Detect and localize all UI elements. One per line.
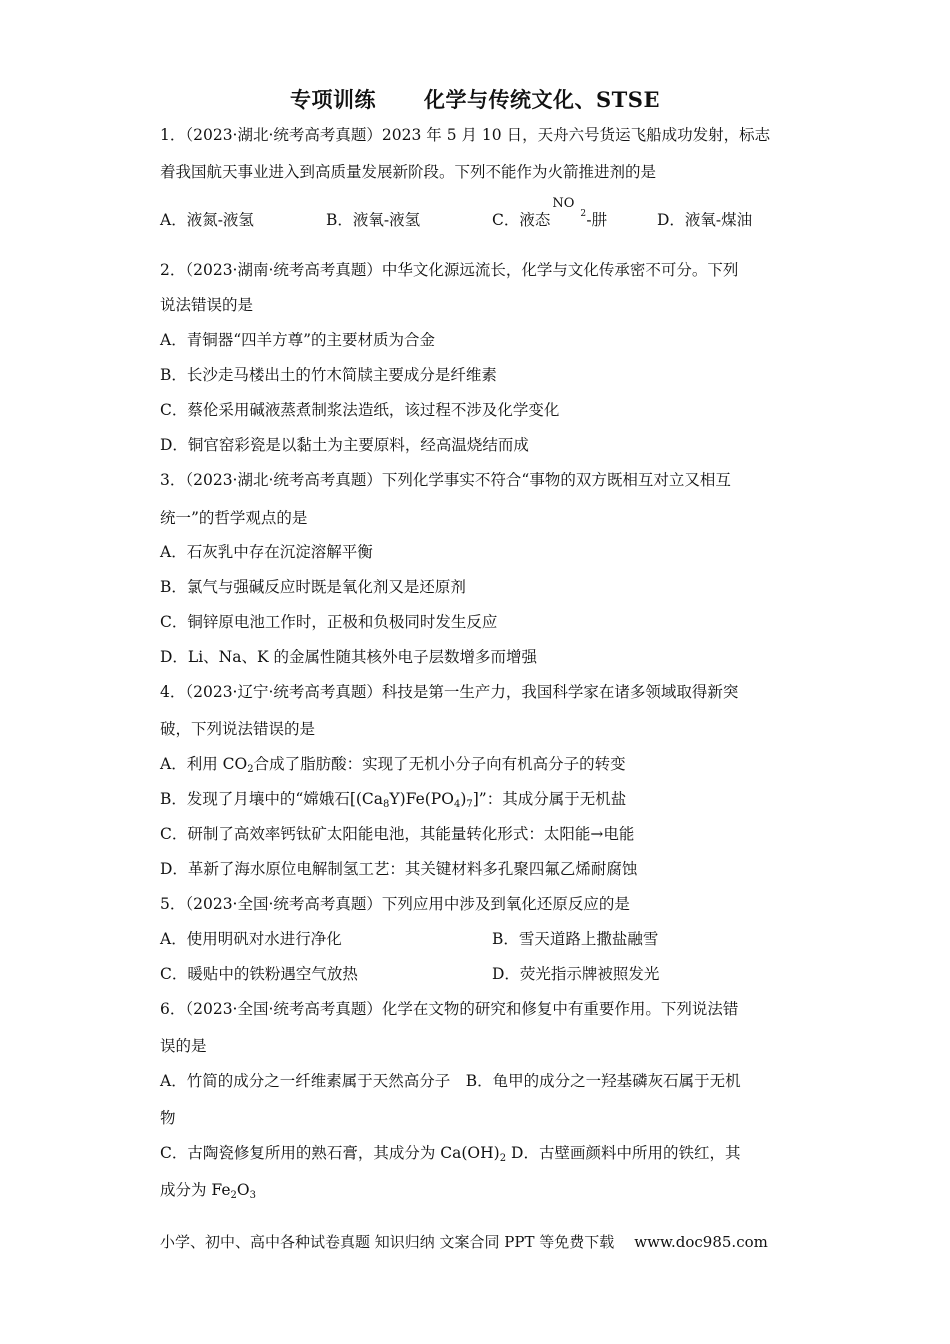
q3-stem-line1: 3．（2023·湖北·统考高考真题）下列化学事实不符合“事物的双方既相互对立又相互 <box>160 471 731 489</box>
q2-option-b: B．长沙走马楼出土的竹木简牍主要成分是纤维素 <box>160 366 497 384</box>
q2-stem-line2: 说法错误的是 <box>160 296 254 314</box>
q6-stem-line2: 误的是 <box>160 1037 207 1055</box>
q4-option-c: C．研制了高效率钙钛矿太阳能电池，其能量转化形式：太阳能→电能 <box>160 825 635 843</box>
q1-stem-line1: 1．（2023·湖北·统考高考真题）2023 年 5 月 10 日，天舟六号货运飞船成功发射，标志 <box>160 126 771 144</box>
q6-options-cd: C．古陶瓷修复所用的熟石膏，其成分为 $Ca(OH)_2$ D．古壁画颜料中所用的铁红，其 <box>160 1144 741 1164</box>
q2-stem-line1: 2．（2023·湖南·统考高考真题）中华文化源远流长，化学与文化传承密不可分。下列 <box>160 261 739 279</box>
q4-option-a: A．利用 $CO_2$合成了脂肪酸：实现了无机小分子向有机高分子的转变 <box>160 755 626 775</box>
q4-stem-line1: 4．（2023·辽宁·统考高考真题）科技是第一生产力，我国科学家在诸多领域取得新突 <box>160 683 739 701</box>
q1-option-d: D．液氧-煤油 <box>657 211 753 229</box>
q6-stem-line1: 6．（2023·全国·统考高考真题）化学在文物的研究和修复中有重要作用。下列说法错 <box>160 1000 739 1018</box>
q3-option-b: B．氯气与强碱反应时既是氧化剂又是还原剂 <box>160 578 466 596</box>
page-title <box>0 84 950 114</box>
title-right: 化学与传统文化、STSE <box>424 87 660 112</box>
q5-option-c: C．暖贴中的铁粉遇空气放热 <box>160 965 358 983</box>
q1-option-a: A．液氮-液氢 <box>160 211 254 229</box>
q2-option-a: A．青铜器“四羊方尊”的主要材质为合金 <box>160 331 436 349</box>
q1-option-c: C．液态 NO 2 -肼 <box>492 196 608 229</box>
q4-stem-line2: 破，下列说法错误的是 <box>160 720 316 738</box>
q3-stem-line2: 统一”的哲学观点的是 <box>160 509 308 527</box>
title-left: 专项训练 <box>290 87 377 112</box>
q4-option-b: B．发现了月壤中的“嫦娥石$[(Ca_8Y)Fe(PO_4)_7]$”：其成分属于无机盐 <box>160 790 627 810</box>
q3-option-d: D．Li、Na、K 的金属性随其核外电子层数增多而增强 <box>160 648 537 666</box>
footer-url-link[interactable]: www.doc985.com <box>634 1233 768 1251</box>
footer-text: 小学、初中、高中各种试卷真题 知识归纳 文案合同 PPT 等免费下载 <box>160 1233 615 1251</box>
q6-option-d-continued: 成分为 $Fe_2O_3$ <box>160 1181 256 1201</box>
q3-option-a: A．石灰乳中存在沉淀溶解平衡 <box>160 543 373 561</box>
q5-stem-line1: 5．（2023·全国·统考高考真题）下列应用中涉及到氧化还原反应的是 <box>160 895 630 913</box>
q1-stem-line2: 着我国航天事业进入到高质量发展新阶段。下列不能作为火箭推进剂的是 <box>160 163 657 181</box>
q6-option-b-continued: 物 <box>160 1109 176 1127</box>
q5-option-a: A．使用明矾对水进行净化 <box>160 930 342 948</box>
q3-option-c: C．铜锌原电池工作时，正极和负极同时发生反应 <box>160 613 498 631</box>
q4-option-d: D．革新了海水原位电解制氢工艺：其关键材料多孔聚四氟乙烯耐腐蚀 <box>160 860 638 878</box>
q5-option-b: B．雪天道路上撒盐融雪 <box>492 930 659 948</box>
q6-options-ab: A．竹简的成分之一纤维素属于天然高分子 B．龟甲的成分之一羟基磷灰石属于无机 <box>160 1072 741 1090</box>
q5-option-d: D．荧光指示牌被照发光 <box>492 965 660 983</box>
q1-option-b: B．液氧-液氢 <box>326 211 421 229</box>
q2-option-c: C．蔡伦采用碱液蒸煮制浆法造纸，该过程不涉及化学变化 <box>160 401 560 419</box>
q2-option-d: D．铜官窑彩瓷是以黏土为主要原料，经高温烧结而成 <box>160 436 529 454</box>
page-footer <box>160 1231 768 1252</box>
